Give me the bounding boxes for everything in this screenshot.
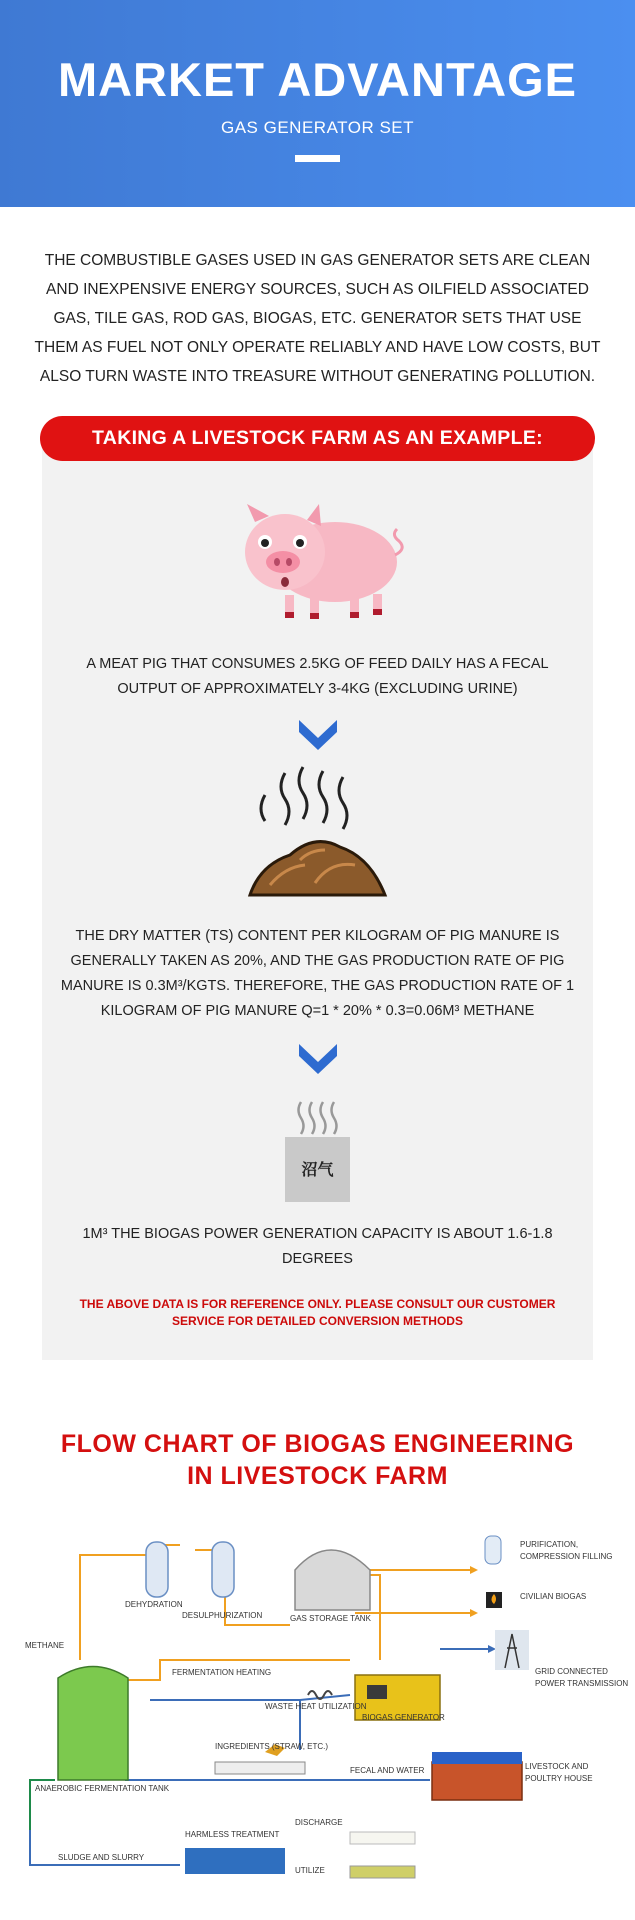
flowchart-title-line2: IN LIVESTOCK FARM — [187, 1462, 448, 1490]
label-power-transmission: POWER TRANSMISSION — [535, 1679, 629, 1688]
header-banner — [0, 0, 635, 207]
flowchart-title — [0, 1428, 635, 1492]
label-fecal-water: FECAL AND WATER — [350, 1766, 425, 1775]
label-utilize: UTILIZE — [295, 1866, 325, 1875]
desulphurization-column — [212, 1542, 234, 1597]
label-compression: COMPRESSION FILLING — [520, 1552, 613, 1561]
dehydration-column — [146, 1542, 168, 1597]
label-fermentation-heating: FERMENTATION HEATING — [172, 1668, 272, 1677]
label-gas-storage: GAS STORAGE TANK — [290, 1614, 371, 1623]
biogas-box — [285, 1137, 350, 1202]
chevron-down-icon — [297, 1040, 339, 1078]
intro-paragraph: THE COMBUSTIBLE GASES USED IN GAS GENERATOR SETS ARE CLEAN AND INEXPENSIVE ENERGY SOURCES, SUCH AS OILFIELD ASSOCIATED GAS, TILE GAS, ROD GAS, BIOGAS, ETC. GENERATOR SETS THAT USE THEM AS FUEL NOT ONLY OPERATE RELIABLY AND HAVE LOW COSTS, BUT ALSO TURN WASTE INTO TREASURE WITHOUT GENERATING POLLUTION. — [34, 252, 601, 385]
manure-icon — [245, 765, 390, 905]
flowchart-title-line1: FLOW CHART OF BIOGAS ENGINEERING — [60, 1430, 575, 1458]
label-livestock: LIVESTOCK AND — [525, 1762, 589, 1771]
step2-text: THE DRY MATTER (TS) CONTENT PER KILOGRAM OF PIG MANURE IS GENERALLY TAKEN AS 20%, AND THE GAS PRODUCTION RATE OF PIG MANURE IS 0.3M³/KGTS. THEREFORE, THE GAS PRODUCTION RATE OF 1 KILOGRAM OF PIG MANURE Q=1 * 20% * 0.3=0.06M³ METHANE — [60, 928, 575, 1019]
title-divider — [295, 155, 340, 162]
biogas-box-label: 沼气 — [301, 1160, 334, 1179]
page-subtitle: GAS GENERATOR SET — [220, 118, 415, 137]
label-ingredients: INGREDIENTS (STRAW, ETC.) — [215, 1742, 329, 1751]
step1-text: A MEAT PIG THAT CONSUMES 2.5KG OF FEED DAILY HAS A FECAL OUTPUT OF APPROXIMATELY 3-4KG (EXCLUDING URINE) — [86, 656, 549, 697]
reference-note: THE ABOVE DATA IS FOR REFERENCE ONLY. PLEASE CONSULT OUR CUSTOMER SERVICE FOR DETAILED CONVERSION METHODS — [79, 1297, 556, 1328]
label-methane: METHANE — [25, 1641, 65, 1650]
label-grid-connected: GRID CONNECTED — [535, 1667, 608, 1676]
label-harmless-treatment: HARMLESS TREATMENT — [185, 1830, 280, 1839]
label-desulphurization: DESULPHURIZATION — [182, 1611, 263, 1620]
label-dehydration: DEHYDRATION — [125, 1600, 183, 1609]
label-anaerobic-tank: ANAEROBIC FERMENTATION TANK — [35, 1784, 170, 1793]
livestock-house-icon — [432, 1762, 522, 1800]
step3-text: 1M³ THE BIOGAS POWER GENERATION CAPACITY IS ABOUT 1.6-1.8 DEGREES — [82, 1226, 553, 1267]
label-civilian-biogas: CIVILIAN BIOGAS — [520, 1592, 587, 1601]
steam-icon — [295, 1100, 341, 1136]
label-waste-heat: WASTE HEAT UTILIZATION — [265, 1702, 367, 1711]
label-biogas-generator: BIOGAS GENERATOR — [362, 1713, 445, 1722]
label-purification: PURIFICATION, — [520, 1540, 579, 1549]
label-poultry-house: POULTRY HOUSE — [525, 1774, 593, 1783]
label-discharge: DISCHARGE — [295, 1818, 343, 1827]
purification-icon — [485, 1536, 501, 1564]
label-sludge-slurry: SLUDGE AND SLURRY — [58, 1853, 145, 1862]
pig-icon — [225, 500, 415, 625]
harmless-treatment-icon — [185, 1848, 285, 1874]
chevron-down-icon — [297, 716, 339, 754]
example-banner: TAKING A LIVESTOCK FARM AS AN EXAMPLE: — [40, 416, 595, 461]
page-title: MARKET ADVANTAGE — [57, 53, 578, 106]
